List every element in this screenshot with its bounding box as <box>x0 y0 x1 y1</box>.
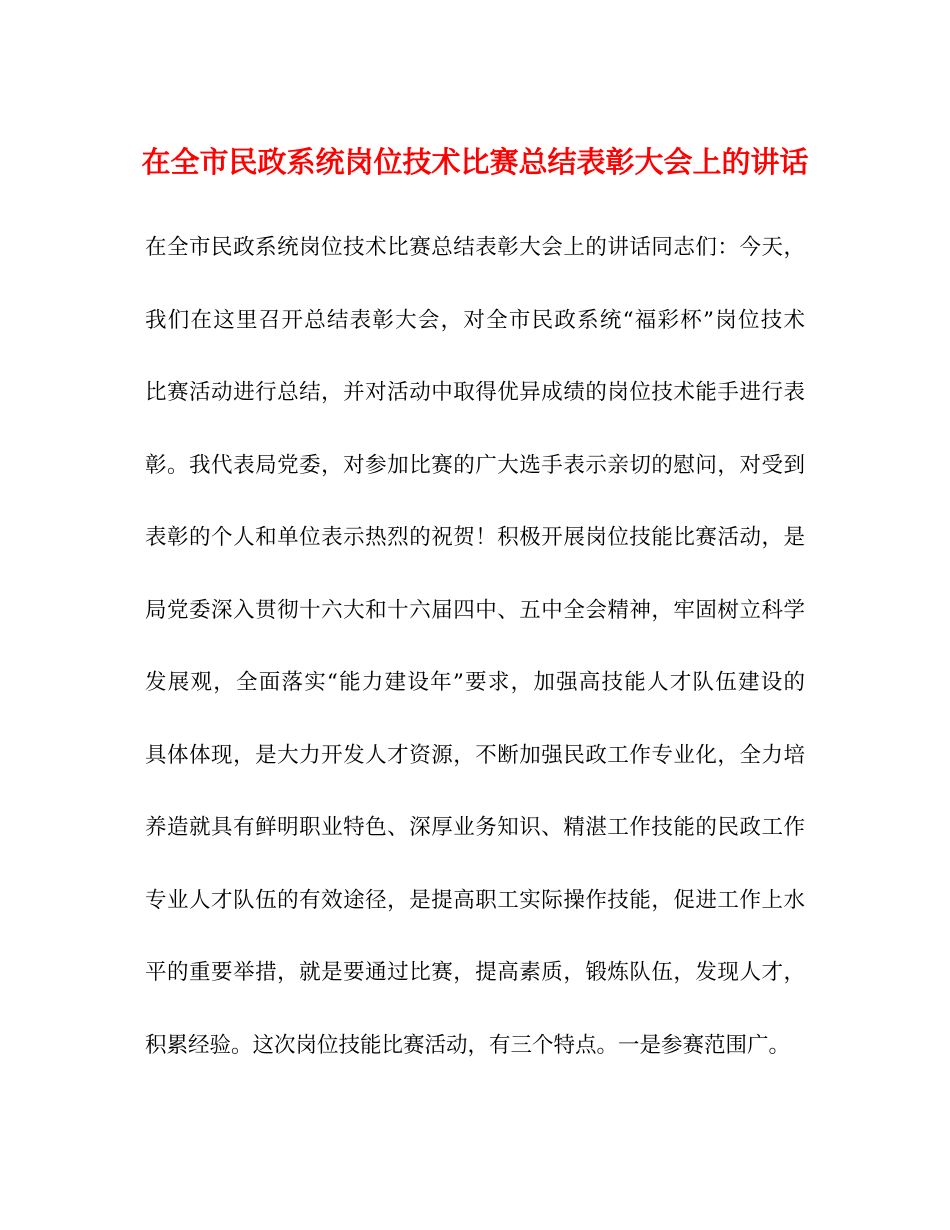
body-line: 局党委深入贯彻十六大和十六届四中、五中全会精神，牢固树立科学 <box>145 597 805 623</box>
body-line: 比赛活动进行总结，并对活动中取得优异成绩的岗位技术能手进行表 <box>145 380 805 405</box>
body-line: 在全市民政系统岗位技术比赛总结表彰大会上的讲话同志们：今天， <box>145 235 805 260</box>
document-body <box>145 226 805 1096</box>
body-line: 表彰的个人和单位表示热烈的祝贺！积极开展岗位技能比赛活动，是 <box>145 525 805 550</box>
body-line: 平的重要举措，就是要通过比赛，提高素质，锻炼队伍，发现人才， <box>145 960 805 985</box>
body-line: 彰。我代表局党委，对参加比赛的广大选手表示亲切的慰问，对受到 <box>145 452 805 478</box>
body-line: 专业人才队伍的有效途径，是提高职工实际操作技能，促进工作上水 <box>145 887 805 913</box>
body-line: 具体体现，是大力开发人才资源，不断加强民政工作专业化，全力培 <box>145 742 805 768</box>
body-line: 我们在这里召开总结表彰大会，对全市民政系统“福彩杯”岗位技术 <box>145 307 805 333</box>
document-title: 在全市民政系统岗位技术比赛总结表彰大会上的讲话 <box>141 145 809 179</box>
body-line: 发展观，全面落实“能力建设年”要求，加强高技能人才队伍建设的 <box>145 670 805 695</box>
body-line: 积累经验。这次岗位技能比赛活动，有三个特点。一是参赛范围广。 <box>145 1032 791 1058</box>
body-line: 养造就具有鲜明职业特色、深厚业务知识、精湛工作技能的民政工作 <box>145 815 805 840</box>
